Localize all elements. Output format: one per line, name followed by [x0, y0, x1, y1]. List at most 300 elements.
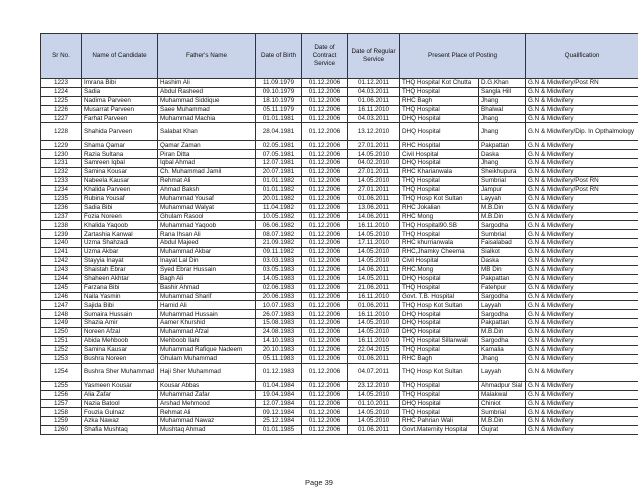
- cell-regular-service: 01.06.2011: [348, 194, 400, 203]
- cell-name: Samina Kausar: [82, 345, 158, 354]
- cell-name: Yasmeen Kousar: [82, 381, 158, 390]
- cell-sr-no: 1232: [41, 168, 82, 177]
- cell-posting-district: Sargodha: [479, 310, 526, 319]
- cell-sr-no: 1228: [41, 123, 82, 141]
- header-place-of-posting: Present Place of Posting: [400, 34, 526, 79]
- cell-date-of-birth: 21.09.1982: [256, 239, 302, 248]
- cell-name: Shama Qamar: [82, 141, 158, 150]
- cell-qualification: G.N & Midwifery: [526, 363, 638, 381]
- cell-posting-place: RHC Bagh: [400, 96, 479, 105]
- cell-posting-district: Sialkot: [479, 248, 526, 257]
- cell-qualification: G.N & Midwifery: [526, 381, 638, 390]
- cell-qualification: G.N & Midwifery: [526, 328, 638, 337]
- cell-contract-service: 01.12.2006: [302, 212, 348, 221]
- cell-father-name: Muhammad Hussain: [158, 310, 256, 319]
- table-row: [41, 230, 638, 239]
- table-row: [41, 203, 638, 212]
- cell-qualification: G.N & Midwifery/Post RN: [526, 177, 638, 186]
- cell-posting-district: Jhang: [479, 123, 526, 141]
- cell-posting-district: Sargodha: [479, 221, 526, 230]
- cell-posting-district: MB Din: [479, 265, 526, 274]
- cell-contract-service: 01.12.2006: [302, 301, 348, 310]
- table-row: [41, 212, 638, 221]
- cell-posting-place: THQ Hospital: [400, 283, 479, 292]
- cell-posting-district: Jampur: [479, 185, 526, 194]
- table-row: [41, 159, 638, 168]
- cell-posting-place: DHQ Hospital: [400, 274, 479, 283]
- cell-posting-place: DHQ Hospital: [400, 123, 479, 141]
- table-row: [41, 239, 638, 248]
- cell-posting-place: THQ Hospital: [400, 185, 479, 194]
- cell-name: Nadima Parveen: [82, 96, 158, 105]
- cell-posting-place: Govt.Maternity Hospital: [400, 426, 479, 435]
- cell-father-name: Kousar Abbas: [158, 381, 256, 390]
- cell-name: Fozia Noreen: [82, 212, 158, 221]
- cell-father-name: Syed Ebrar Hussain: [158, 265, 256, 274]
- cell-sr-no: 1236: [41, 203, 82, 212]
- cell-father-name: Muhammad Afzal: [158, 328, 256, 337]
- cell-father-name: Ghulam Muhammad: [158, 354, 256, 363]
- cell-father-name: Hashim Ali: [158, 79, 256, 88]
- cell-qualification: G.N & Midwifery: [526, 390, 638, 399]
- cell-posting-district: Fatehpur: [479, 283, 526, 292]
- cell-regular-service: 14.05.2010: [348, 230, 400, 239]
- cell-posting-district: Daska: [479, 257, 526, 266]
- cell-sr-no: 1240: [41, 239, 82, 248]
- cell-date-of-birth: 01.01.1982: [256, 177, 302, 186]
- cell-qualification: G.N & Midwifery: [526, 283, 638, 292]
- cell-contract-service: 01.12.2006: [302, 417, 348, 426]
- cell-contract-service: 01.12.2006: [302, 114, 348, 123]
- table-row: [41, 105, 638, 114]
- cell-qualification: G.N & Midwifery: [526, 141, 638, 150]
- cell-father-name: Rana Ihsan Ali: [158, 230, 256, 239]
- cell-father-name: Hamid Ali: [158, 301, 256, 310]
- cell-regular-service: 14.05.2010: [348, 177, 400, 186]
- cell-qualification: G.N & Midwifery: [526, 159, 638, 168]
- cell-posting-district: D.G.Khan: [479, 79, 526, 88]
- cell-regular-service: 04.03.2011: [348, 87, 400, 96]
- cell-posting-district: Jhang: [479, 354, 526, 363]
- cell-regular-service: 01.06.2011: [348, 354, 400, 363]
- cell-date-of-birth: 01.01.1982: [256, 185, 302, 194]
- cell-posting-district: Ahmadpur Sial: [479, 381, 526, 390]
- cell-regular-service: 14.05.2010: [348, 319, 400, 328]
- table-row: [41, 328, 638, 337]
- cell-sr-no: 1245: [41, 283, 82, 292]
- cell-father-name: Muhammad Sharif: [158, 292, 256, 301]
- cell-name: Khalida Yaqoob: [82, 221, 158, 230]
- cell-father-name: Muhammad Nawaz: [158, 417, 256, 426]
- table-row: [41, 150, 638, 159]
- cell-sr-no: 1258: [41, 408, 82, 417]
- cell-posting-place: RHC Jokalian: [400, 203, 479, 212]
- cell-date-of-birth: 03.03.1983: [256, 257, 302, 266]
- cell-regular-service: 17.11.2010: [348, 239, 400, 248]
- cell-name: Sumaira Hussain: [82, 310, 158, 319]
- cell-sr-no: 1259: [41, 417, 82, 426]
- cell-qualification: G.N & Midwifery: [526, 345, 638, 354]
- cell-father-name: Ghulam Rasool: [158, 212, 256, 221]
- cell-posting-place: Govt. T.B. Hospital: [400, 292, 479, 301]
- cell-sr-no: 1226: [41, 105, 82, 114]
- table-row: [41, 417, 638, 426]
- cell-contract-service: 01.12.2006: [302, 354, 348, 363]
- cell-posting-district: Pakpattan: [479, 141, 526, 150]
- cell-date-of-birth: 20.01.1982: [256, 194, 302, 203]
- cell-date-of-birth: 26.07.1983: [256, 310, 302, 319]
- cell-regular-service: 14.05.2010: [348, 408, 400, 417]
- cell-sr-no: 1237: [41, 212, 82, 221]
- cell-qualification: G.N & Midwifery: [526, 248, 638, 257]
- cell-sr-no: 1255: [41, 381, 82, 390]
- cell-father-name: Piran Ditta: [158, 150, 256, 159]
- cell-posting-place: RHC Kharianwala: [400, 168, 479, 177]
- cell-posting-place: THQ Hospital: [400, 390, 479, 399]
- cell-sr-no: 1239: [41, 230, 82, 239]
- table-row: [41, 79, 638, 88]
- cell-regular-service: 01.06.2011: [348, 301, 400, 310]
- cell-date-of-birth: 24.08.1983: [256, 328, 302, 337]
- table-row: [41, 257, 638, 266]
- cell-name: Shazia Amir: [82, 319, 158, 328]
- cell-posting-place: THQ Hosp Kot Sultan: [400, 194, 479, 203]
- cell-regular-service: 04.02.2010: [348, 159, 400, 168]
- cell-sr-no: 1253: [41, 354, 82, 363]
- cell-date-of-birth: 05.11.1979: [256, 105, 302, 114]
- cell-contract-service: 01.12.2006: [302, 123, 348, 141]
- cell-regular-service: 21.06.2011: [348, 283, 400, 292]
- cell-contract-service: 01.12.2006: [302, 248, 348, 257]
- table-row: [41, 381, 638, 390]
- cell-contract-service: 01.12.2006: [302, 87, 348, 96]
- cell-date-of-birth: 02.06.1983: [256, 283, 302, 292]
- table-row: [41, 96, 638, 105]
- cell-name: Zartashia Kanwal: [82, 230, 158, 239]
- header-date-of-birth: Date of Birth: [256, 34, 302, 79]
- cell-sr-no: 1242: [41, 257, 82, 266]
- table-row: [41, 123, 638, 141]
- cell-qualification: G.N & Midwifery: [526, 337, 638, 346]
- cell-regular-service: 14.06.2011: [348, 265, 400, 274]
- cell-name: Sadia Bibi: [82, 203, 158, 212]
- cell-contract-service: 01.12.2006: [302, 345, 348, 354]
- cell-regular-service: 23.12.2010: [348, 381, 400, 390]
- cell-date-of-birth: 11.09.1979: [256, 79, 302, 88]
- cell-contract-service: 01.12.2006: [302, 105, 348, 114]
- cell-posting-place: THQ Hospital: [400, 177, 479, 186]
- cell-father-name: Arshad Mehmood: [158, 399, 256, 408]
- cell-posting-place: THQ Hospital: [400, 381, 479, 390]
- cell-father-name: Muhammad Rafique Nadeem: [158, 345, 256, 354]
- cell-regular-service: 13.12.2010: [348, 123, 400, 141]
- cell-name: Noreen Afzal: [82, 328, 158, 337]
- cell-date-of-birth: 14.10.1983: [256, 337, 302, 346]
- cell-regular-service: 14.05.2010: [348, 417, 400, 426]
- table-row: [41, 114, 638, 123]
- cell-name: Shaheen Akhtar: [82, 274, 158, 283]
- cell-name: Azka Nawaz: [82, 417, 158, 426]
- cell-name: Abida Mehboob: [82, 337, 158, 346]
- cell-date-of-birth: 01.01.1981: [256, 114, 302, 123]
- cell-qualification: G.N & Midwifery: [526, 96, 638, 105]
- cell-regular-service: 14.05.2011: [348, 274, 400, 283]
- cell-regular-service: 01.10.2011: [348, 399, 400, 408]
- table-row: [41, 141, 638, 150]
- cell-regular-service: 14.05.2010: [348, 150, 400, 159]
- header-qualification: Qualification: [526, 34, 638, 79]
- cell-posting-place: RHC Mong: [400, 212, 479, 221]
- table-row: [41, 265, 638, 274]
- cell-name: Naila Yasmin: [82, 292, 158, 301]
- table-row: [41, 319, 638, 328]
- cell-regular-service: 01.06.2011: [348, 426, 400, 435]
- cell-date-of-birth: 01.04.1984: [256, 381, 302, 390]
- cell-posting-place: RHC Hospital: [400, 141, 479, 150]
- cell-regular-service: 13.06.2011: [348, 203, 400, 212]
- cell-posting-district: Bhalwal: [479, 105, 526, 114]
- cell-qualification: G.N & Midwifery: [526, 292, 638, 301]
- cell-qualification: G.N & Midwifery: [526, 265, 638, 274]
- cell-regular-service: 16.11.2010: [348, 105, 400, 114]
- cell-contract-service: 01.12.2006: [302, 239, 348, 248]
- cell-name: Nabeela Kausar: [82, 177, 158, 186]
- cell-qualification: G.N & Midwifery: [526, 203, 638, 212]
- cell-father-name: Saee Muhammad: [158, 105, 256, 114]
- cell-regular-service: 27.01.2011: [348, 141, 400, 150]
- cell-posting-place: DHQ Hospital: [400, 328, 479, 337]
- cell-regular-service: 14.05.2010: [348, 328, 400, 337]
- cell-qualification: G.N & Midwifery: [526, 399, 638, 408]
- table-row: [41, 274, 638, 283]
- cell-date-of-birth: 10.07.1983: [256, 301, 302, 310]
- cell-qualification: G.N & Midwifery: [526, 221, 638, 230]
- table-row: [41, 345, 638, 354]
- cell-qualification: G.N & Midwifery: [526, 150, 638, 159]
- cell-sr-no: 1244: [41, 274, 82, 283]
- cell-father-name: Bagh Ali: [158, 274, 256, 283]
- cell-regular-service: 22.04.2015: [348, 345, 400, 354]
- cell-regular-service: 14.06.2011: [348, 212, 400, 221]
- cell-father-name: Muhammad Akbar: [158, 248, 256, 257]
- cell-sr-no: 1260: [41, 426, 82, 435]
- cell-posting-district: Sheikhupura: [479, 168, 526, 177]
- cell-date-of-birth: 20.10.1983: [256, 345, 302, 354]
- cell-date-of-birth: 02.05.1981: [256, 141, 302, 150]
- cell-posting-district: Sumbrial: [479, 230, 526, 239]
- cell-posting-district: Gujrat: [479, 426, 526, 435]
- cell-date-of-birth: 15.08.1983: [256, 319, 302, 328]
- cell-sr-no: 1248: [41, 310, 82, 319]
- cell-sr-no: 1229: [41, 141, 82, 150]
- cell-father-name: Iqbal Ahmad: [158, 159, 256, 168]
- cell-posting-place: THQ Hosp Kot Sultan: [400, 301, 479, 310]
- table-row: [41, 283, 638, 292]
- cell-posting-district: Sumbrial: [479, 408, 526, 417]
- cell-contract-service: 01.12.2006: [302, 230, 348, 239]
- cell-contract-service: 01.12.2006: [302, 221, 348, 230]
- cell-posting-place: Civil Hospital: [400, 150, 479, 159]
- cell-regular-service: 14.05.2010: [348, 257, 400, 266]
- cell-qualification: G.N & Midwifery: [526, 87, 638, 96]
- cell-date-of-birth: 10.05.1982: [256, 212, 302, 221]
- table-row: [41, 248, 638, 257]
- cell-date-of-birth: 19.04.1984: [256, 390, 302, 399]
- cell-posting-place: RHC Bagh: [400, 354, 479, 363]
- cell-posting-place: THQ Hosp Kot Sultan: [400, 363, 479, 381]
- cell-regular-service: 14.05.2010: [348, 390, 400, 399]
- cell-contract-service: 01.12.2006: [302, 363, 348, 381]
- table-body: [41, 79, 638, 435]
- cell-sr-no: 1246: [41, 292, 82, 301]
- cell-qualification: G.N & Midwifery/Post RN: [526, 185, 638, 194]
- cell-qualification: G.N & Midwifery: [526, 212, 638, 221]
- cell-name: Razia Sultana: [82, 150, 158, 159]
- cell-sr-no: 1247: [41, 301, 82, 310]
- cell-qualification: G.N & Midwifery: [526, 408, 638, 417]
- cell-sr-no: 1223: [41, 79, 82, 88]
- cell-sr-no: 1234: [41, 185, 82, 194]
- cell-posting-place: THQ Hospital: [400, 408, 479, 417]
- cell-posting-district: Sumbrial: [479, 177, 526, 186]
- cell-regular-service: 16.11.2010: [348, 310, 400, 319]
- cell-sr-no: 1230: [41, 150, 82, 159]
- table-row: [41, 399, 638, 408]
- cell-posting-place: THQ Hospital: [400, 230, 479, 239]
- cell-regular-service: 01.12.2011: [348, 79, 400, 88]
- cell-qualification: G.N & Midwifery: [526, 257, 638, 266]
- cell-father-name: Abdul Majeed: [158, 239, 256, 248]
- cell-qualification: G.N & Midwifery: [526, 230, 638, 239]
- cell-father-name: Rehmat Ali: [158, 177, 256, 186]
- cell-posting-place: DHQ Hospital: [400, 114, 479, 123]
- cell-posting-place: DHQ Hospital: [400, 310, 479, 319]
- cell-contract-service: 01.12.2006: [302, 159, 348, 168]
- cell-qualification: G.N & Midwifery: [526, 310, 638, 319]
- cell-date-of-birth: 14.05.1983: [256, 274, 302, 283]
- cell-contract-service: 01.12.2006: [302, 257, 348, 266]
- table-row: [41, 390, 638, 399]
- cell-regular-service: 04.07.2011: [348, 363, 400, 381]
- cell-posting-district: M.B.Din: [479, 328, 526, 337]
- cell-contract-service: 01.12.2006: [302, 194, 348, 203]
- cell-qualification: G.N & Midwifery: [526, 274, 638, 283]
- cell-qualification: G.N & Midwifery: [526, 168, 638, 177]
- cell-posting-district: Jhang: [479, 96, 526, 105]
- cell-name: Shahida Parveen: [82, 123, 158, 141]
- cell-qualification: G.N & Midwifery/Post RN: [526, 79, 638, 88]
- cell-date-of-birth: 03.05.1983: [256, 265, 302, 274]
- cell-name: Imrana Bibi: [82, 79, 158, 88]
- cell-regular-service: 27.01.2011: [348, 168, 400, 177]
- cell-name: Fouzia Gulnaz: [82, 408, 158, 417]
- cell-posting-district: Malakwal: [479, 390, 526, 399]
- table-row: [41, 363, 638, 381]
- cell-father-name: Haji Sher Muhammad: [158, 363, 256, 381]
- cell-sr-no: 1238: [41, 221, 82, 230]
- cell-father-name: Qamar Zaman: [158, 141, 256, 150]
- cell-contract-service: 01.12.2006: [302, 203, 348, 212]
- cell-qualification: G.N & Midwifery: [526, 319, 638, 328]
- table-header-row: [41, 34, 638, 79]
- cell-posting-district: M.B.Din: [479, 203, 526, 212]
- table-row: [41, 301, 638, 310]
- table-row: [41, 292, 638, 301]
- header-contract-service: Date of Contract Service: [302, 34, 348, 79]
- cell-posting-district: M.B.Din: [479, 417, 526, 426]
- cell-sr-no: 1225: [41, 96, 82, 105]
- cell-name: Samreen Iqbal: [82, 159, 158, 168]
- cell-name: Farhat Parveen: [82, 114, 158, 123]
- cell-posting-place: THQ Hospital Kot Chutta: [400, 79, 479, 88]
- cell-contract-service: 01.12.2006: [302, 328, 348, 337]
- cell-posting-place: DHQ Hospital: [400, 319, 479, 328]
- header-regular-service: Date of Regular Service: [348, 34, 400, 79]
- table-row: [41, 177, 638, 186]
- cell-contract-service: 01.12.2006: [302, 426, 348, 435]
- cell-qualification: G.N & Midwifery/Dip. In Opthalmology: [526, 123, 638, 141]
- cell-father-name: Rehmat Ali: [158, 408, 256, 417]
- cell-regular-service: 04.03.2011: [348, 114, 400, 123]
- cell-posting-place: RHC.Mong: [400, 265, 479, 274]
- cell-name: Sajida Bibi: [82, 301, 158, 310]
- cell-sr-no: 1235: [41, 194, 82, 203]
- cell-father-name: Mushtaq Ahmad: [158, 426, 256, 435]
- cell-posting-district: Jhang: [479, 114, 526, 123]
- table-row: [41, 310, 638, 319]
- cell-contract-service: 01.12.2006: [302, 337, 348, 346]
- cell-regular-service: 27.01.2011: [348, 185, 400, 194]
- cell-posting-district: Layyah: [479, 194, 526, 203]
- cell-name: Bushra Noreen: [82, 354, 158, 363]
- cell-posting-place: DHQ Hospital: [400, 399, 479, 408]
- cell-contract-service: 01.12.2006: [302, 265, 348, 274]
- cell-father-name: Ch. Muhammad Jamil: [158, 168, 256, 177]
- cell-contract-service: 01.12.2006: [302, 381, 348, 390]
- cell-date-of-birth: 06.06.1982: [256, 221, 302, 230]
- header-name: Name of Candidate: [82, 34, 158, 79]
- cell-name: Musarrat Parveen: [82, 105, 158, 114]
- cell-contract-service: 01.12.2006: [302, 319, 348, 328]
- cell-father-name: Aamer Khurshid: [158, 319, 256, 328]
- cell-sr-no: 1254: [41, 363, 82, 381]
- cell-contract-service: 01.12.2006: [302, 292, 348, 301]
- cell-father-name: Abdul Rasheed: [158, 87, 256, 96]
- cell-date-of-birth: 05.11.1983: [256, 354, 302, 363]
- cell-contract-service: 01.12.2006: [302, 408, 348, 417]
- cell-name: Rubina Yousaf: [82, 194, 158, 203]
- cell-name: Farzana Bibi: [82, 283, 158, 292]
- cell-posting-district: Sangla Hill: [479, 87, 526, 96]
- cell-posting-place: THQ Hospital: [400, 345, 479, 354]
- staff-table: [40, 33, 638, 435]
- cell-qualification: G.N & Midwifery: [526, 194, 638, 203]
- cell-date-of-birth: 12.07.1984: [256, 399, 302, 408]
- cell-posting-place: RHC,Jhamky Cheema: [400, 248, 479, 257]
- cell-posting-district: Kamalia: [479, 345, 526, 354]
- cell-posting-district: Pakpattan: [479, 319, 526, 328]
- cell-posting-place: THQ Hospital Sillanwali: [400, 337, 479, 346]
- cell-date-of-birth: 28.04.1981: [256, 123, 302, 141]
- cell-qualification: G.N & Midwifery: [526, 239, 638, 248]
- cell-qualification: G.N & Midwifery: [526, 105, 638, 114]
- cell-father-name: Muhammad Siddique: [158, 96, 256, 105]
- cell-date-of-birth: 07.05.1981: [256, 150, 302, 159]
- cell-contract-service: 01.12.2006: [302, 274, 348, 283]
- cell-father-name: Bashir Ahmad: [158, 283, 256, 292]
- cell-posting-district: Sargodha: [479, 292, 526, 301]
- cell-contract-service: 01.12.2006: [302, 177, 348, 186]
